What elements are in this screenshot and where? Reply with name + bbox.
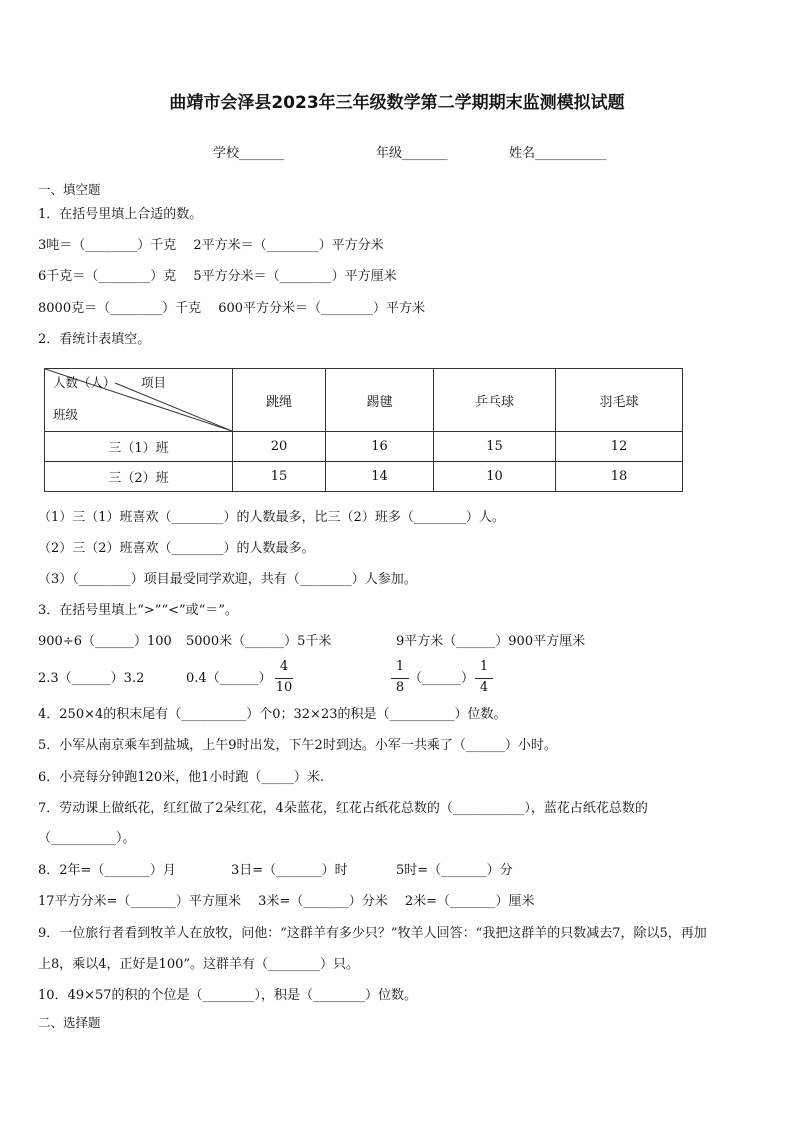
q2-sub2: （2）三（2）班喜欢（________）的人数最多。 (38, 541, 315, 556)
q2-sub3: （3）（________）项目最受同学欢迎，共有（________）人参加。 (38, 572, 417, 587)
q3-row2c: （______） (409, 671, 475, 686)
col-header: 跳绳 (233, 369, 326, 432)
fraction-denominator: 10 (275, 680, 293, 695)
header-people-label: 人数（人） (53, 375, 116, 390)
table-cell: 15 (233, 462, 326, 492)
q4: 4．250×4的积末尾有（__________）个0；32×23的积是（__________）位数。 (38, 707, 507, 722)
header-class-label: 班级 (53, 407, 79, 422)
table-cell: 10 (434, 462, 556, 492)
q1-row3: 8000克＝（________）千克 600平方分米＝（________）平方米 (38, 301, 426, 316)
q1-row2: 6千克＝（________）克 5平方分米＝（________）平方厘米 (38, 269, 397, 284)
school-field: 学校_______ (213, 146, 285, 161)
fraction-numerator: 1 (395, 659, 405, 674)
row-label: 三（1）班 (45, 432, 233, 462)
q3-row2b: 0.4（______） (186, 671, 272, 686)
name-field: 姓名___________ (509, 146, 607, 161)
q3-row1b: 5000米（______）5千米 (186, 634, 332, 649)
table-cell: 14 (326, 462, 434, 492)
table-row (45, 462, 683, 492)
q2-sub1: （1）三（1）班喜欢（________）的人数最多，比三（2）班多（________）人。 (38, 510, 505, 525)
page-title: 曲靖市会泽县2023年三年级数学第二学期期末监测模拟试题 (169, 93, 625, 113)
table-cell: 12 (556, 432, 683, 462)
fraction-1-4 (473, 659, 495, 698)
fraction-denominator: 4 (479, 680, 489, 695)
grade-field: 年级_______ (376, 146, 448, 161)
q8-row1b: 3日=（_______）时 (231, 863, 348, 878)
q3-row1c: 9平方米（______）900平方厘米 (396, 634, 586, 649)
q7-line1: 7．劳动课上做纸花，红红做了2朵红花，4朵蓝花，红花占纸花总数的（___________），蓝花占纸花总数的 (38, 801, 648, 816)
q3-row2a: 2.3（______）3.2 (38, 671, 145, 686)
row-label: 三（2）班 (45, 462, 233, 492)
q8-row1c: 5时=（_______）分 (396, 863, 513, 878)
q9-line2: 上8，乘以4，正好是100”。这群羊有（________）只。 (38, 957, 360, 972)
diagonal-header-cell (45, 369, 233, 432)
fraction-denominator: 8 (395, 680, 405, 695)
col-header: 乒乓球 (434, 369, 556, 432)
q1-stem: 1．在括号里填上合适的数。 (38, 207, 203, 222)
fraction-numerator: 4 (279, 659, 289, 674)
table-cell: 20 (233, 432, 326, 462)
fraction-1-8 (389, 659, 411, 698)
q5: 5．小军从南京乘车到盐城，上午9时出发，下午2时到达。小军一共乘了（______）小时。 (38, 738, 557, 753)
q8-row2: 17平方分米=（_______）平方厘米 3米=（_______）分米 2米=（_______）厘米 (38, 894, 535, 909)
fraction-bar (391, 678, 409, 679)
fraction-4-10 (273, 659, 295, 698)
col-header: 羽毛球 (556, 369, 683, 432)
q10: 10．49×57的积的个位是（________），积是（________）位数。 (38, 988, 418, 1003)
fraction-bar (475, 678, 493, 679)
q2-stem: 2．看统计表填空。 (38, 332, 151, 347)
section-fill-blank: 一、填空题 (38, 182, 101, 197)
q9-line1: 9．一位旅行者看到牧羊人在放牧，问他：“这群羊有多少只？”牧羊人回答：“我把这群羊的只数减去7，除以5，再加 (38, 926, 707, 941)
stats-table (44, 368, 683, 492)
q1-row1: 3吨＝（________）千克 2平方米＝（________）平方分米 (38, 238, 384, 253)
table-cell: 15 (434, 432, 556, 462)
q7-line2: （__________）。 (38, 831, 136, 846)
header-item-label: 项目 (141, 375, 167, 390)
fraction-numerator: 1 (479, 659, 489, 674)
section-choice: 二、选择题 (38, 1015, 101, 1030)
q8-row1a: 8．2年=（_______）月 (38, 863, 176, 878)
fraction-bar (275, 678, 293, 679)
q3-stem: 3．在括号里填上“>”“<”或“＝”。 (38, 603, 238, 618)
q3-row1a: 900÷6（______）100 (38, 634, 172, 649)
table-row (45, 432, 683, 462)
table-cell: 16 (326, 432, 434, 462)
q6: 6．小亮每分钟跑120米，他1小时跑（_____）米. (38, 770, 324, 785)
col-header: 踢毽 (326, 369, 434, 432)
table-cell: 18 (556, 462, 683, 492)
